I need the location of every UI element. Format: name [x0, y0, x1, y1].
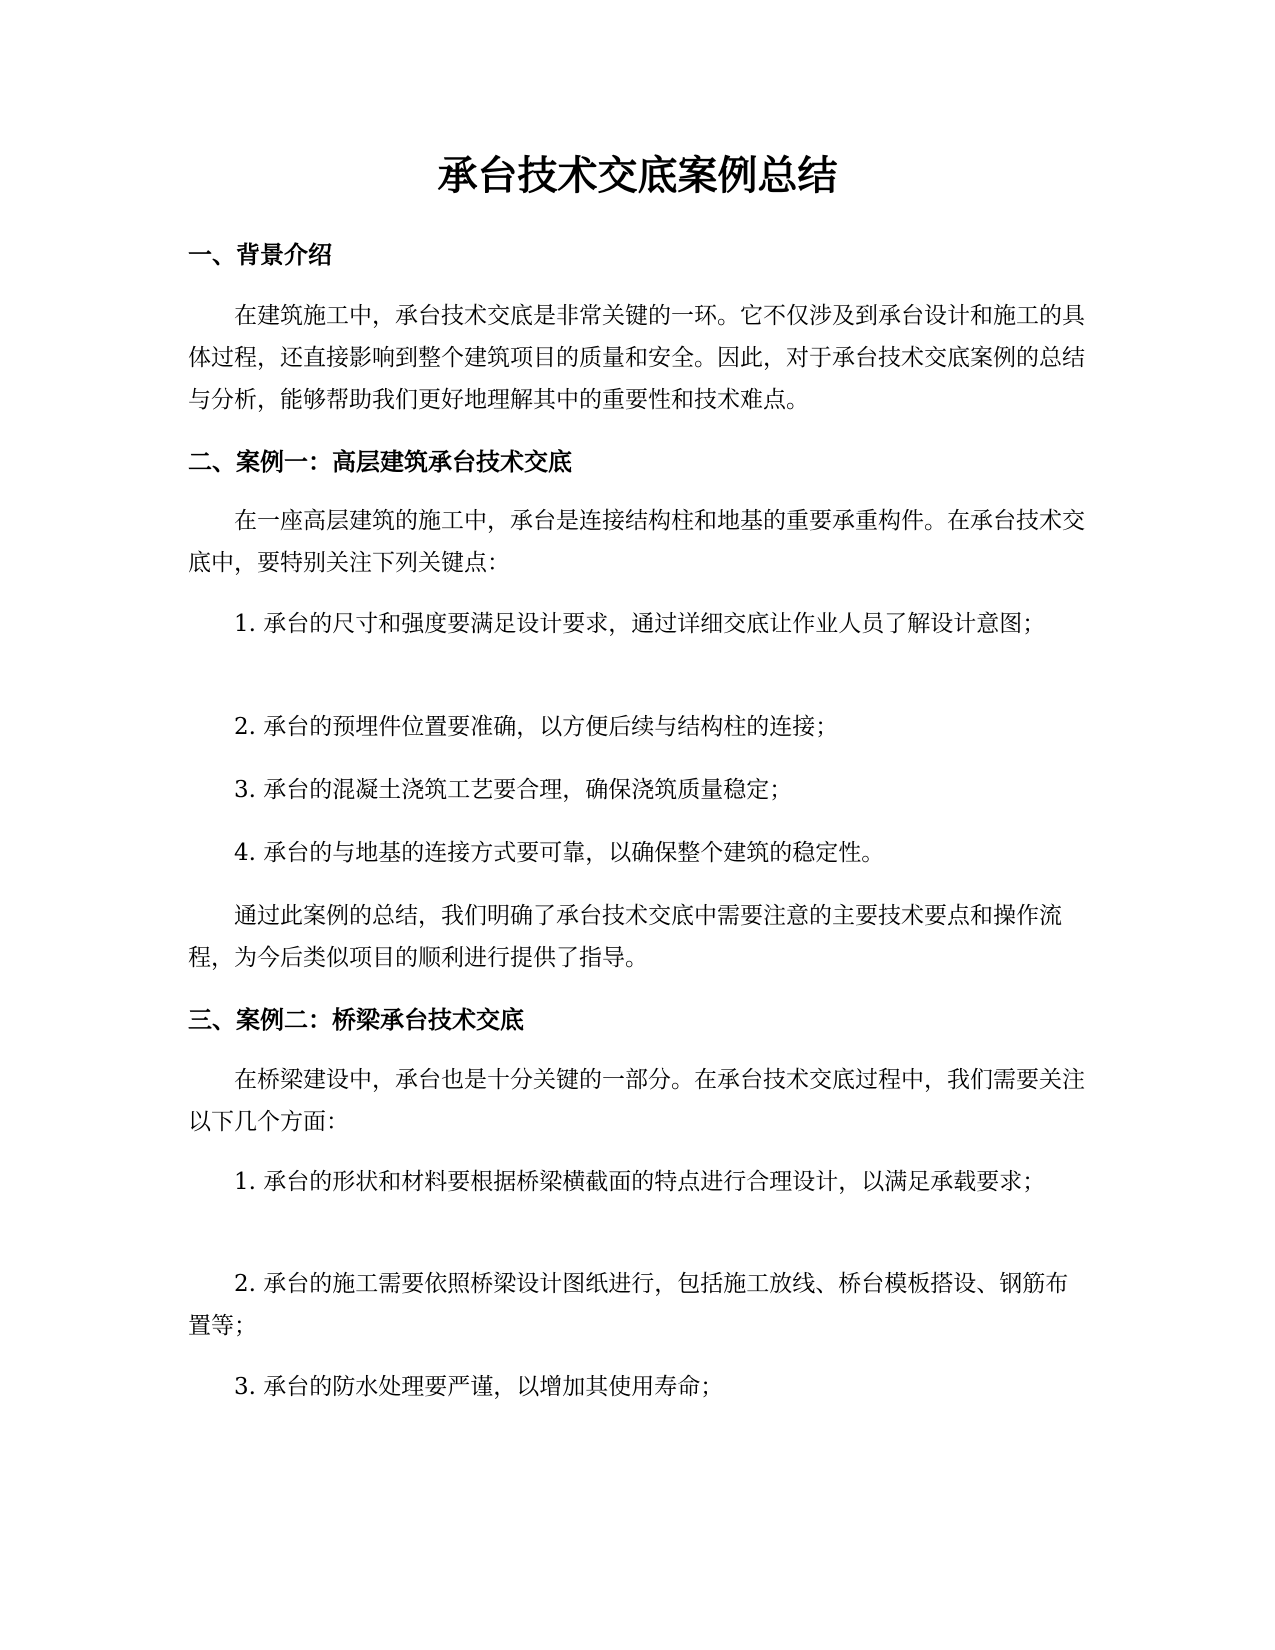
paragraph: 在一座高层建筑的施工中，承台是连接结构柱和地基的重要承重构件。在承台技术交底中，要特别关注下列关键点： — [188, 508, 1085, 576]
section-heading-case-two: 三、案例二：桥梁承台技术交底 — [188, 1006, 524, 1034]
list-item: 3. 承台的防水处理要严谨，以增加其使用寿命； — [234, 1374, 724, 1400]
paragraph: 在桥梁建设中，承台也是十分关键的一部分。在承台技术交底过程中，我们需要关注以下几个方面： — [188, 1067, 1085, 1135]
paragraph: 在建筑施工中，承台技术交底是非常关键的一环。它不仅涉及到承台设计和施工的具体过程，还直接影响到整个建筑项目的质量和安全。因此，对于承台技术交底案例的总结与分析，能够帮助我们更好地理解其中的重要性和技术难点。 — [188, 303, 1085, 413]
list-item: 3. 承台的混凝土浇筑工艺要合理，确保浇筑质量稳定； — [234, 777, 793, 803]
section-heading-background: 一、背景介绍 — [188, 241, 332, 269]
paragraph: 通过此案例的总结，我们明确了承台技术交底中需要注意的主要技术要点和操作流程，为今后类似项目的顺利进行提供了指导。 — [188, 903, 1062, 971]
list-item: 2. 承台的预埋件位置要准确，以方便后续与结构柱的连接； — [234, 714, 839, 740]
list-item: 1. 承台的尺寸和强度要满足设计要求，通过详细交底让作业人员了解设计意图； — [234, 611, 1046, 637]
list-item: 1. 承台的形状和材料要根据桥梁横截面的特点进行合理设计，以满足承载要求； — [234, 1169, 1046, 1195]
section-heading-case-one: 二、案例一：高层建筑承台技术交底 — [188, 448, 572, 476]
document-title: 承台技术交底案例总结 — [437, 153, 838, 199]
list-item: 4. 承台的与地基的连接方式要可靠，以确保整个建筑的稳定性。 — [234, 840, 885, 866]
list-item: 2. 承台的施工需要依照桥梁设计图纸进行，包括施工放线、桥台模板搭设、钢筋布置等； — [188, 1271, 1069, 1339]
